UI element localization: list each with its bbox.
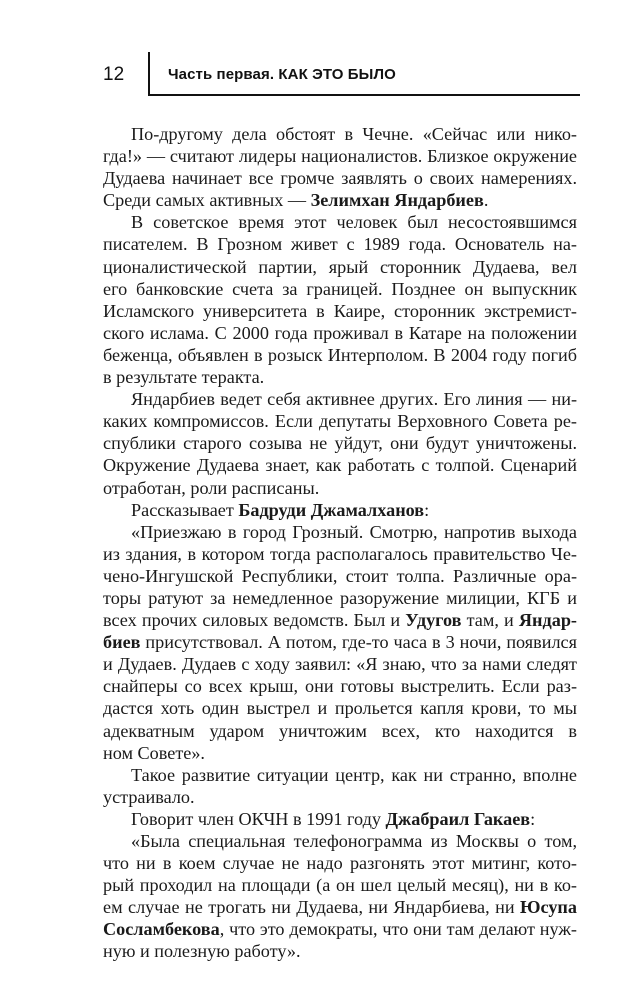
text-run: отработан, роли расписаны. [103, 477, 320, 498]
text-run: ную и полезную работу». [103, 941, 301, 962]
text-run: ционалистической партии, ярый сторонник Дудаева, вел [103, 256, 577, 277]
bold-name: Зелимхан Яндарбиев [310, 190, 484, 211]
text-line [103, 211, 577, 233]
page-number: 12 [103, 64, 125, 85]
text-line [103, 565, 577, 587]
text-run: ского ислама. С 2000 года проживал в Катаре на положении [103, 322, 577, 343]
text-line [103, 896, 577, 918]
running-header [103, 52, 580, 96]
text-run: Такое развитие ситуации центр, как ни странно, вполне [131, 764, 577, 785]
text-line [103, 918, 577, 940]
text-line [103, 300, 577, 322]
text-run: ном Совете». [103, 742, 205, 763]
text-line [103, 720, 577, 742]
text-run: «Была специальная телефонограмма из Москвы о том, [131, 831, 577, 851]
text-run: Окружение Дудаева знает, как работать с толпой. Сценарий [103, 455, 577, 476]
bold-name: Яндар- [518, 610, 577, 631]
text-line [103, 609, 577, 631]
text-line [103, 344, 577, 366]
text-run: писателем. В Грозном живет с 1989 года. Основатель на- [103, 234, 577, 255]
text-run: там, и [461, 610, 519, 631]
text-line [103, 808, 577, 830]
text-run: Рассказывает [131, 499, 239, 520]
text-line [103, 454, 577, 476]
text-run: : [530, 808, 536, 829]
text-run: его банковские счета за границей. Позднее он выпускник [103, 278, 577, 299]
text-run: , что это демократы, что они там делают нуж- [219, 919, 577, 940]
text-run: рый проходил на площади (а он шел целый месяц), ни в ко- [103, 875, 577, 896]
text-run: беженца, объявлен в розыск Интерполом. В 2004 году погиб [103, 344, 577, 365]
text-run: каких компромиссов. Если депутаты Верховного Совета ре- [103, 411, 577, 432]
text-run: Исламского университета в Каире, сторонник экстремист- [103, 300, 577, 321]
text-line [103, 278, 577, 300]
bold-name: биев [103, 632, 141, 653]
bold-name: Удугов [405, 610, 462, 631]
text-run: : [424, 499, 430, 520]
text-run: устраивало. [103, 786, 195, 807]
text-line [103, 874, 577, 896]
text-line [103, 410, 577, 432]
text-line [103, 697, 577, 719]
bold-name: Бадруди Джамалханов [238, 499, 425, 520]
text-line [103, 830, 577, 852]
header-horizontal-rule [148, 94, 580, 96]
text-line [103, 499, 577, 521]
text-line [103, 256, 577, 278]
bold-name: Юсупа [520, 897, 577, 918]
text-run: Говорит член ОКЧН в 1991 году [131, 808, 386, 829]
header-vertical-rule [148, 52, 150, 96]
text-line [103, 653, 577, 675]
running-title: Часть первая. КАК ЭТО БЫЛО [168, 66, 396, 83]
text-line [103, 432, 577, 454]
text-line [103, 940, 577, 962]
text-line [103, 742, 577, 764]
text-line [103, 786, 577, 808]
text-line [103, 388, 577, 410]
text-run: в результате теракта. [103, 367, 265, 388]
text-run: спублики старого созыва не уйдут, они будут уничтожены. [103, 433, 577, 454]
text-line [103, 189, 577, 211]
text-run: торы ратуют за немедленное разоружение милиции, КГБ и [103, 587, 577, 608]
text-run: снайперы со всех крыш, они готовы выстрелить. Если раз- [103, 676, 577, 697]
text-run: из здания, в котором тогда располагалось правительство Че- [103, 543, 577, 564]
text-line [103, 675, 577, 697]
text-line [103, 233, 577, 255]
text-run: присутствовал. А потом, где-то часа в 3 ночи, появился [140, 632, 577, 653]
text-run: и Дудаев. Дудаев с ходу заявил: «Я знаю, что за нами следят [103, 654, 577, 675]
text-line [103, 123, 577, 145]
text-run: всех прочих силовых ведомств. Был и [103, 610, 406, 631]
text-run: «Приезжаю в город Грозный. Смотрю, напротив выхода [131, 521, 577, 542]
text-line [103, 167, 577, 189]
text-line [103, 322, 577, 344]
text-line [103, 366, 577, 388]
text-line [103, 764, 577, 786]
text-line [103, 631, 577, 653]
text-line [103, 477, 577, 499]
text-run: По-другому дела обстоят в Чечне. «Сейчас или нико- [131, 124, 577, 144]
text-run: чено-Ингушской Республики, стоит толпа. Различные ора- [103, 565, 577, 586]
text-run: Дудаева начинает все громче заявлять о своих намерениях. [103, 168, 577, 189]
body-text [103, 123, 577, 963]
text-run: гда!» — считают лидеры националистов. Близкое окружение [103, 146, 577, 167]
text-run: адекватным ударом уничтожим всех, кто находится в [103, 720, 577, 741]
text-run: В советское время этот человек был несостоявшимся [131, 212, 577, 233]
text-run: что ни в коем случае не надо разгонять этот митинг, кото- [103, 853, 577, 874]
bold-name: Джабраил Гакаев [385, 808, 531, 829]
text-run: ем случае не трогать ни Дудаева, ни Яндарбиева, ни [103, 897, 521, 918]
text-run: . [483, 190, 489, 211]
text-run: Яндарбиев ведет себя активнее других. Его линия — ни- [131, 389, 577, 410]
text-line [103, 852, 577, 874]
bold-name: Сосламбекова [103, 919, 220, 940]
text-line [103, 587, 577, 609]
text-line [103, 543, 577, 565]
text-run: Среди самых активных — [103, 190, 311, 211]
text-line [103, 145, 577, 167]
text-run: дастся хоть один выстрел и прольется капля крови, то мы [103, 698, 577, 719]
text-line [103, 521, 577, 543]
